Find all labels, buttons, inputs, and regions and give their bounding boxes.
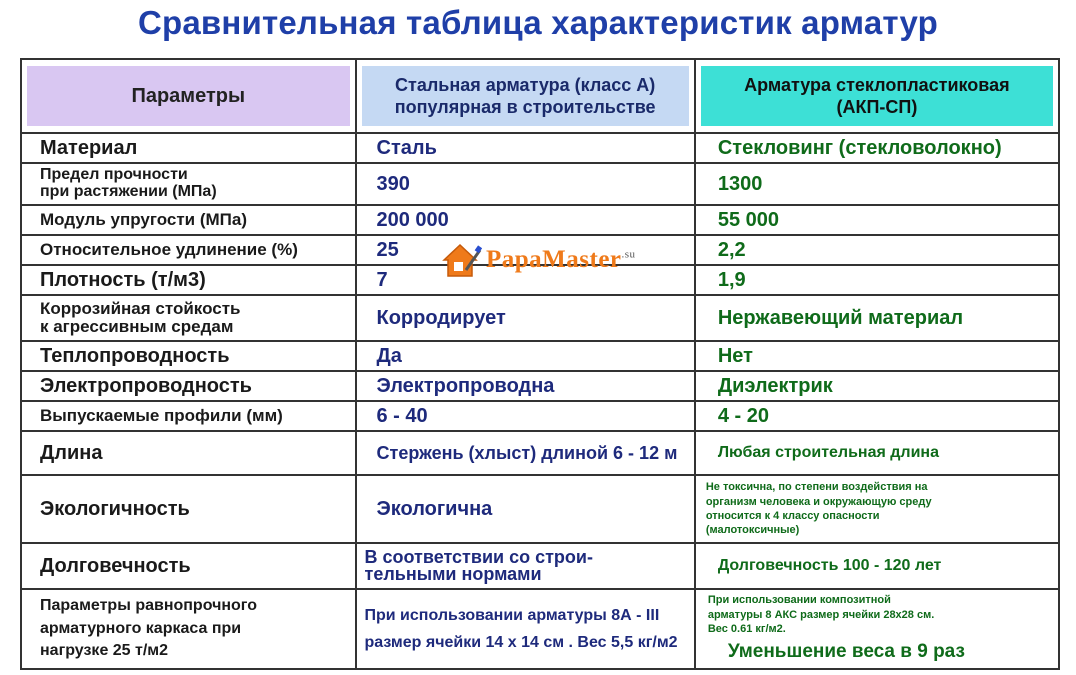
param-line2: арматурного каркаса при [40, 619, 242, 637]
glass-cell [695, 475, 1059, 543]
header-glass [695, 59, 1059, 133]
glass-cell: Нержавеющий материал [695, 295, 1059, 341]
param-line3: нагрузке 25 т/м2 [40, 642, 169, 660]
glass-cell [695, 589, 1059, 669]
steel-line1: При использовании арматуры 8А - III [364, 606, 660, 624]
param-line2: к агрессивным средам [40, 317, 234, 336]
glass-cell: 1300 [695, 163, 1059, 205]
glass-line2: организм человека и окружающую среду [705, 495, 932, 508]
param-cell [21, 295, 356, 341]
param-cell: Материал [21, 133, 356, 163]
param-cell: Относительное удлинение (%) [21, 235, 356, 265]
steel-cell: Экологична [356, 475, 695, 543]
steel-cell: 7 [356, 265, 695, 295]
table-row [21, 295, 1059, 341]
steel-line2: размер ячейки 14 х 14 см . Вес 5,5 кг/м2 [364, 634, 678, 651]
param-line1: Коррозийная стойкость [40, 299, 241, 319]
table-row [21, 341, 1059, 371]
table-row [21, 475, 1059, 543]
param-cell: Плотность (т/м3) [21, 265, 356, 295]
param-cell: Электропроводность [21, 371, 356, 401]
glass-line1: При использовании композитной [707, 594, 891, 607]
glass-cell: 1,9 [695, 265, 1059, 295]
glass-cell: 2,2 [695, 235, 1059, 265]
table-row [21, 401, 1059, 431]
table-row [21, 371, 1059, 401]
param-cell: Долговечность [21, 543, 356, 589]
param-line1: Параметры равнопрочного [40, 597, 258, 615]
param-line1: Предел прочности [40, 166, 188, 184]
param-cell: Экологичность [21, 475, 356, 543]
glass-cell: Нет [695, 341, 1059, 371]
header-params-label: Параметры [131, 84, 246, 107]
comparison-table [20, 58, 1060, 670]
param-cell [21, 163, 356, 205]
glass-line3: относится к 4 классу опасности [705, 510, 880, 522]
steel-cell: 6 - 40 [356, 401, 695, 431]
table-row [21, 543, 1059, 589]
header-params [21, 59, 356, 133]
house-brush-icon [440, 240, 482, 280]
glass-line2: арматуры 8 АКС размер ячейки 28х28 см. [707, 608, 935, 621]
header-steel-line2: популярная в строительстве [394, 97, 656, 117]
glass-line4: (малотоксичные) [705, 524, 800, 537]
glass-cell: 55 000 [695, 205, 1059, 235]
glass-cell: 4 - 20 [695, 401, 1059, 431]
table-row [21, 589, 1059, 669]
param-cell: Теплопроводность [21, 341, 356, 371]
steel-cell [356, 589, 695, 669]
header-steel [356, 59, 695, 133]
table-row [21, 205, 1059, 235]
glass-line3: Вес 0.61 кг/м2. [707, 622, 786, 635]
steel-cell [356, 543, 695, 589]
header-glass-line2: (АКП-СП) [836, 97, 918, 117]
header-steel-line1: Стальная арматура (класс А) [395, 74, 656, 95]
glass-cell: Долговечность 100 - 120 лет [695, 543, 1059, 589]
steel-cell: 25 [356, 235, 695, 265]
page-title: Сравнительная таблица характеристик арматур [137, 4, 939, 41]
param-line2: при растяжении (МПа) [40, 183, 217, 200]
papamaster-logo [440, 240, 636, 280]
table-row [21, 163, 1059, 205]
steel-cell: Да [356, 341, 695, 371]
glass-cell [695, 133, 1059, 163]
steel-cell: Электропроводна [356, 371, 695, 401]
steel-cell: 390 [356, 163, 695, 205]
glass-line4: Уменьшение веса в 9 раз [727, 641, 965, 663]
steel-cell: 200 000 [356, 205, 695, 235]
param-cell: Модуль упругости (МПа) [21, 205, 356, 235]
table-row [21, 431, 1059, 475]
logo-text: PapaMaster$^{.su}$ [486, 246, 636, 273]
steel-cell: Корродирует [356, 295, 695, 341]
param-cell: Выпускаемые профили (мм) [21, 401, 356, 431]
param-cell: Длина [21, 431, 356, 475]
steel-cell: Стержень (хлыст) длиной 6 - 12 м [356, 431, 695, 475]
glass-cell: Любая строительная длина [695, 431, 1059, 475]
steel-cell: Сталь [356, 133, 695, 163]
steel-line2: тельными нормами [364, 564, 542, 584]
glass-value: Стекловинг (стекловолокно) [717, 136, 1002, 159]
table-row [21, 133, 1059, 163]
glass-cell: Диэлектрик [695, 371, 1059, 401]
param-cell [21, 589, 356, 669]
glass-line1: Не токсична, по степени воздействия на [705, 481, 928, 494]
steel-line1: В соответствии со строи- [364, 546, 593, 567]
header-glass-line1: Арматура стеклопластиковая [744, 74, 1010, 95]
table-header-row [21, 59, 1059, 133]
